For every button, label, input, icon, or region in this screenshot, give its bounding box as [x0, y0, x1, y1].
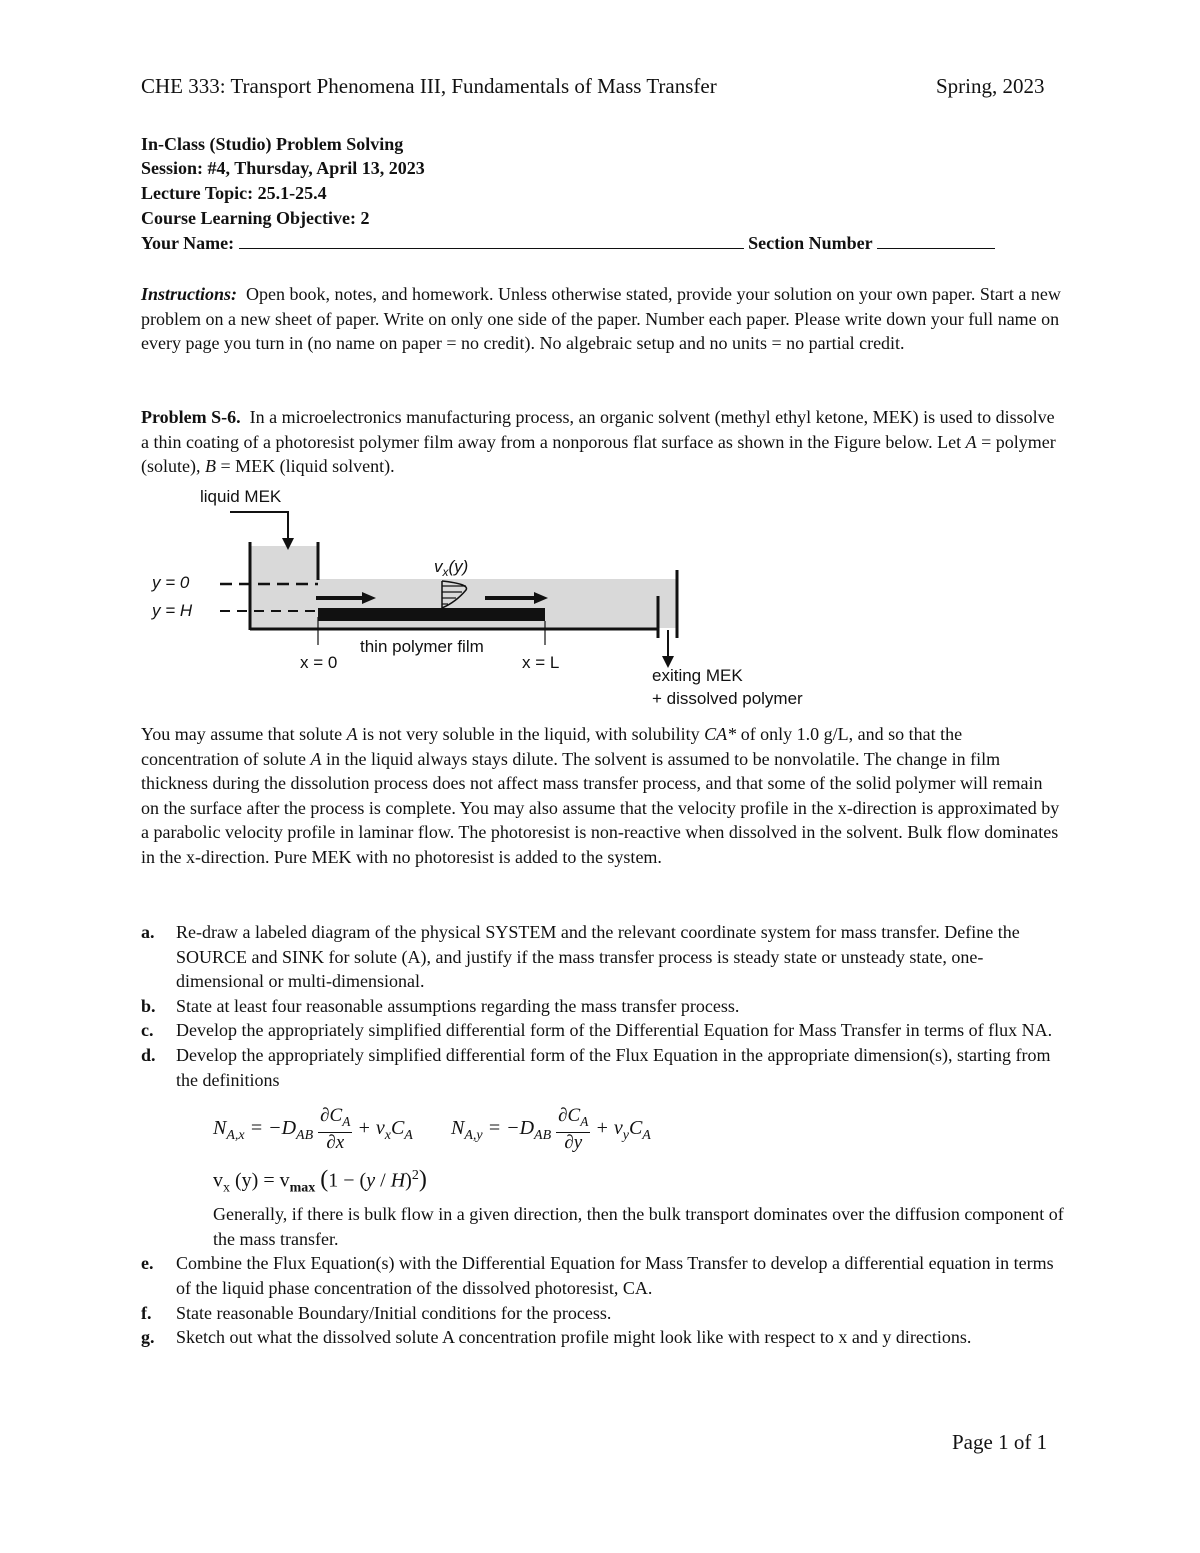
meta-line-1: In-Class (Studio) Problem Solving: [141, 134, 404, 154]
item-a: [141, 920, 1071, 994]
assump-var-a2: A: [310, 748, 322, 769]
name-line: [141, 233, 995, 254]
item-text: State reasonable Boundary/Initial conditions for the process.: [176, 1302, 612, 1323]
problem-text-b: = polymer (solute),: [141, 431, 1056, 477]
note-d: Generally, if there is bulk flow in a given direction, then the bulk transport dominates over the diffusion component of the mass transfer.: [213, 1204, 1064, 1249]
assump-var-a1: A: [346, 724, 358, 744]
meta-line-4: Course Learning Objective: 2: [141, 208, 370, 228]
label-liquid-mek: liquid MEK: [200, 487, 282, 506]
instructions-label: Instructions:: [141, 284, 238, 304]
inlet-line: [230, 512, 288, 542]
var-a: A: [965, 431, 977, 452]
item-text: State at least four reasonable assumptions regarding the mass transfer process.: [176, 995, 740, 1016]
assump-text-4: in the liquid always stays dilute. The solvent is assumed to be nonvolatile. The change in film thickness during the dissolution process does not affect mass transfer process, and that some of the solid polymer will remain on the surface after the process is complete. You may also assume that the velocity profile in the x-direction is approximated by a parabolic velocity profile in laminar flow. The photoresist is non-reactive when dissolved in the solvent. Bulk flow dominates in the x-direction. Pure MEK with no photoresist is added to the system.: [141, 748, 1060, 867]
page-number: Page 1 of 1: [952, 1430, 1048, 1454]
label-x0: x = 0: [300, 653, 338, 672]
item-text: Develop the appropriately simplified differential form of the Differential Equation for Mass Transfer in terms of flux NA.: [176, 1020, 1053, 1041]
item-letter: c.: [141, 1020, 154, 1041]
assump-text-2: is not very soluble in the liquid, with solubility: [362, 724, 700, 744]
process-figure: [140, 480, 840, 715]
label-film: thin polymer film: [360, 637, 484, 656]
section-label: Section Number: [748, 233, 873, 253]
polymer-film: [318, 608, 545, 621]
var-b: B: [204, 456, 216, 477]
label-yH: y = H: [152, 601, 193, 620]
question-list: [141, 920, 1071, 1350]
label-xL: x = L: [522, 653, 560, 672]
section-blank: [877, 234, 995, 249]
item-text: Re-draw a labeled diagram of the physical SYSTEM and the relevant coordinate system for mass transfer. Define the SOURCE and SINK for solute (A), and justify if the mass transfer process is steady state or unsteady state, one-dimensional or multi-dimensional.: [176, 922, 1020, 992]
assumptions-paragraph: [141, 722, 1061, 870]
term: Spring, 2023: [936, 74, 1045, 98]
problem-text-c: = MEK (liquid solvent).: [220, 456, 395, 477]
meta-line-2: Session: #4, Thursday, April 13, 2023: [141, 158, 425, 178]
problem-label: Problem S-6.: [141, 407, 241, 427]
item-text: Sketch out what the dissolved solute A concentration profile might look like with respect to x and y directions.: [176, 1327, 972, 1348]
instructions: [141, 282, 1061, 356]
item-letter: e.: [141, 1253, 154, 1274]
reservoir-liquid: [251, 546, 319, 628]
label-y0: y = 0: [152, 573, 190, 592]
meta-line-3: Lecture Topic: 25.1-25.4: [141, 183, 327, 203]
label-exit-2: + dissolved polymer: [652, 689, 803, 708]
assump-cstar: CA*: [704, 724, 737, 744]
item-letter: d.: [141, 1044, 156, 1065]
label-vx: $v_x(y)$: [434, 557, 469, 579]
item-e: [141, 1251, 1071, 1300]
name-label: Your Name:: [141, 233, 235, 253]
label-exit-1: exiting MEK: [652, 666, 743, 685]
item-letter: b.: [141, 995, 156, 1016]
item-letter: a.: [141, 922, 155, 942]
item-f: [141, 1301, 1071, 1326]
item-text: Combine the Flux Equation(s) with the Differential Equation for Mass Transfer to develop a differential equation in terms of the liquid phase concentration of the dissolved photoresist, CA.: [176, 1253, 1054, 1298]
item-b: [141, 994, 1071, 1019]
course-title: CHE 333: Transport Phenomena III, Fundamentals of Mass Transfer: [141, 74, 717, 98]
assump-text-1: You may assume that solute: [141, 724, 343, 744]
assump-text-3: of only 1.0 g/L, and so that the concentration of solute: [141, 724, 963, 769]
item-text: Develop the appropriately simplified differential form of the Flux Equation in the appropriate dimension(s), starting from the definitions: [176, 1044, 1051, 1090]
equation-1: $N_{A,x} = -D_{AB}$ $\frac{\partial C_A}{\partial x}$ + $v_xC_A$: [213, 1105, 413, 1153]
problem-text-a: In a microelectronics manufacturing process, an organic solvent (methyl ethyl ketone, MEK) is used to dissolve a thin coating of a photoresist polymer film away from a nonporous flat surface as shown in the Figure below. Let: [141, 407, 1055, 452]
item-g: [141, 1325, 1071, 1350]
equation-2: $N_{A,y} = -D_{AB}$ $\frac{\partial C_A}{\partial y}$ + $v_yC_A$: [451, 1105, 651, 1153]
item-letter: f.: [141, 1302, 152, 1323]
item-d: [141, 1043, 1071, 1251]
equation-block: [176, 1092, 1071, 1202]
item-letter: g.: [141, 1327, 155, 1348]
equation-3: $v_x$ $(y) = v_{max}$ (1 − (y / H)$^2$): [213, 1166, 427, 1196]
item-c: [141, 1018, 1071, 1043]
name-blank: [239, 234, 744, 249]
instructions-text: Open book, notes, and homework. Unless otherwise stated, provide your solution on your own paper. Start a new problem on a new sheet of paper. Write on only one side of the paper. Number each paper. Please write down your full name on every page you turn in (no name on paper = no credit). No algebraic setup and no units = no partial credit.: [141, 284, 1061, 354]
problem-intro: [141, 405, 1061, 479]
